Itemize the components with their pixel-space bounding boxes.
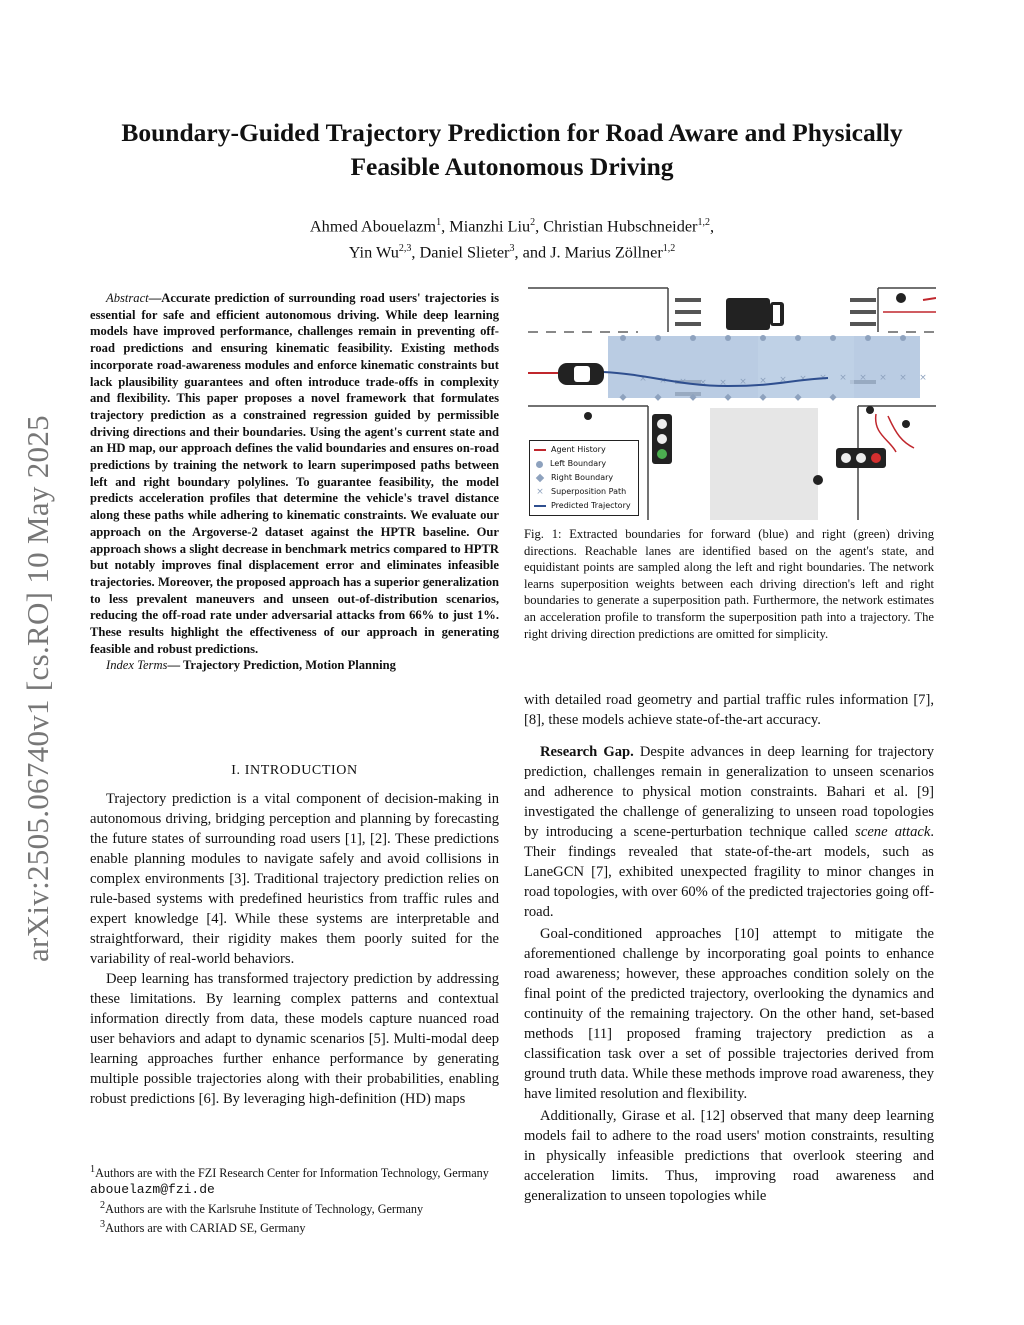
- paragraph-lead: Research Gap.: [540, 744, 634, 760]
- paragraph-text: Despite advances in deep learning for trajectory prediction, challenges remain in generalization to unseen scenarios and adherence to physical motion constraints. Bahari et al. [9] investigated the challenge of generalizing to unseen road topologies by introducing a scene-perturbation technique called: [524, 744, 934, 840]
- svg-text:×: ×: [679, 377, 687, 387]
- affiliation-mark: 1: [436, 217, 442, 228]
- figure-caption: Fig. 1: Extracted boundaries for forward (blue) and right (green) driving directions. Reachable lanes are identified based on the agent's state, and equidistant points are sampled along the left and right boundaries. The network learns superposition weights between each driving direction's left and right boundaries to generate a superposition path. Furthermore, the network estimates an acceleration profile to transform the superposition path into a trajectory. The right driving direction predictions are omitted for simplicity.: [524, 527, 934, 641]
- emphasis: scene attack: [855, 824, 931, 840]
- paragraph: Additionally, Girase et al. [12] observed that many deep learning models fail to adhere to the road users' motion constraints, resulting in physically infeasible predictions that overlook steering and acceleration limits. Thus, improving road awareness and generalization to unseen topologies while: [524, 1108, 934, 1204]
- author: J. Marius Zöllner: [550, 242, 663, 262]
- author-list: Ahmed Abouelazm$^1$, Mianzhi Liu$^2$, Christian Hubschneider$^{1,2}$, Yin Wu$^{2,3}$, Daniel Slieter$^3$, and J. Marius Zöllner$^{1,2}$: [309, 216, 715, 262]
- legend-label: Superposition Path: [551, 487, 627, 496]
- email-link[interactable]: abouelazm@fzi.de: [90, 1182, 215, 1198]
- footnote: Authors are with the FZI Research Center for Information Technology, Germany: [95, 1166, 489, 1181]
- paper-title: [80, 116, 944, 184]
- svg-text:×: ×: [759, 376, 767, 386]
- paragraph: Goal-conditioned approaches [10] attempt to mitigate the aforementioned challenge by incorporating goal points to enhance road awareness; however, these approaches condition solely on the final point of the predicted trajectory, overlooking the dynamics and continuity of the remaining trajectory. On the other hand, set-based methods [11] proposed framing trajectory prediction as a classification task over a set of possible trajectories derived from ground truth data. While these methods improve road awareness, they have limited resolution and flexibility.: [524, 926, 934, 1102]
- index-terms-label: Index Terms: [106, 658, 168, 673]
- affiliation-mark: 3: [509, 243, 515, 255]
- traffic-light-icon: [652, 414, 672, 464]
- footnotes: [90, 1162, 499, 1236]
- affiliation-mark: 2: [530, 217, 536, 228]
- affiliation-mark: 1,2: [662, 243, 676, 255]
- abstract-label: Abstract: [106, 291, 149, 305]
- affiliation-mark: 2,3: [398, 243, 412, 255]
- predicted-trajectory-swatch: [534, 505, 546, 507]
- paragraph: with detailed road geometry and partial traffic rules information [7], [8], these models achieve state-of-the-art accuracy.: [524, 692, 934, 728]
- pedestrian-icon: [584, 412, 592, 420]
- author: Ahmed Abouelazm: [309, 216, 437, 236]
- legend-label: Agent History: [551, 445, 606, 454]
- right-column: [524, 690, 934, 1206]
- footnote: Authors are with CARIAD SE, Germany: [105, 1221, 306, 1236]
- agent-history-swatch: [534, 449, 546, 451]
- right-boundary-swatch: [536, 474, 544, 482]
- author: Christian Hubschneider: [543, 216, 698, 236]
- svg-text:×: ×: [899, 373, 907, 383]
- svg-text:×: ×: [839, 373, 847, 383]
- arxiv-id: arXiv:2505.06740v1 [cs.RO] 10 May 2025: [20, 415, 55, 962]
- footnote-mark: 3: [100, 1219, 106, 1231]
- author: Mianzhi Liu: [449, 216, 531, 236]
- author: Daniel Slieter: [419, 242, 510, 262]
- legend-label: Left Boundary: [550, 459, 607, 468]
- svg-text:×: ×: [719, 378, 727, 388]
- svg-text:×: ×: [699, 378, 707, 388]
- pedestrian-icon: [866, 406, 874, 414]
- svg-text:×: ×: [659, 376, 667, 386]
- legend-label: Right Boundary: [551, 473, 614, 482]
- cyclist-icon: [813, 475, 823, 485]
- superposition-swatch: ×: [536, 487, 544, 497]
- paragraph-text: . Their findings revealed that state-of-the-art models, such as LaneGCN [7], exhibited unexpected fragility to minor changes in road topologies, with over 60% of the predicted trajectories going off-road.: [524, 824, 935, 920]
- title-line-1: Boundary-Guided Trajectory Prediction for Road Aware and Physically: [121, 118, 903, 147]
- svg-text:×: ×: [799, 374, 807, 384]
- pedestrian-icon: [902, 420, 910, 428]
- left-boundary-swatch: [536, 461, 543, 468]
- footnote-mark: 2: [100, 1200, 106, 1212]
- svg-text:×: ×: [859, 373, 867, 383]
- traffic-light-icon: [836, 448, 886, 468]
- index-terms: — Trajectory Prediction, Motion Planning: [167, 658, 396, 673]
- truck-icon: [726, 298, 784, 330]
- svg-text:×: ×: [879, 373, 887, 383]
- footnote-mark: 1: [90, 1164, 96, 1175]
- legend-label: Predicted Trajectory: [551, 501, 631, 510]
- abstract-text: —Accurate prediction of surrounding road users' trajectories is essential for safe and efficient autonomous driving. While deep learning models have improved performance, challenges remain in preventing off-road predictions and ensuring kinematic feasibility. Existing methods incorporate road-awareness modules and enforce kinematic constraints but lack plausibility guarantees and often introduce trade-offs in complexity and flexibility. This paper proposes a novel framework that formulates trajectory prediction as a constrained regression guided by permissible driving directions and their boundaries. Using the agent's current state and an HD map, our approach defines the valid boundaries and ensures on-road predictions by training the network to learn superimposed paths between left and right boundary polylines. To guarantee feasibility, the model predicts acceleration profiles that determine the vehicle's travel distance along these paths while adhering to kinematic constraints. We evaluate our approach on the Argoverse-2 dataset against the HPTR baseline. Our approach shows a slight decrease in benchmark metrics compared to HPTR but notably improves final displacement error and eliminates infeasible trajectories. Moreover, the proposed approach has a superior generalization to less prevalent maneuvers and unseen out-of-distribution scenarios, reducing the off-road rate under adversarial attacks from 66% to just 1%. These results highlight the effectiveness of our approach in generating feasible and robust predictions.: [90, 291, 499, 656]
- paragraph: Trajectory prediction is a vital component of decision-making in autonomous driving, bridging perception and planning by forecasting the future states of surrounding road users [1], [2]. These predictions enable planning modules to navigate safely and avoid collisions in complex environments [3]. Traditional trajectory prediction relies on rule-based systems with predefined heuristics from traffic rules and expert knowledge [4]. While these systems are interpretable and straightforward, their rigidity makes them poorly suited for the variability of real-world behaviors.: [90, 791, 499, 967]
- svg-text:×: ×: [739, 377, 747, 387]
- cyclist-icon: [896, 293, 906, 303]
- affiliation-mark: 1,2: [697, 217, 710, 228]
- left-column: [90, 761, 499, 1109]
- paragraph: Deep learning has transformed trajectory prediction by addressing these limitations. By learning complex patterns and contextual information directly from data, these models capture nuanced road user behaviors and adapt to dynamic scenarios [5]. Multi-modal deep learning approaches further enhance performance by generating multiple possible trajectories along with their probabilities, enabling robust predictions [6]. By leveraging high-definition (HD) maps: [90, 971, 499, 1107]
- title-line-2: Feasible Autonomous Driving: [350, 152, 674, 181]
- figure-legend: [529, 440, 639, 516]
- svg-text:×: ×: [819, 373, 827, 383]
- svg-text:×: ×: [919, 373, 927, 383]
- footnote: Authors are with the Karlsruhe Institute of Technology, Germany: [105, 1202, 424, 1217]
- paragraph: [524, 742, 934, 922]
- svg-text:×: ×: [779, 375, 787, 385]
- arxiv-watermark: [14, 0, 62, 1325]
- agent-car-icon: [558, 363, 604, 385]
- author: Yin Wu: [348, 242, 399, 262]
- svg-text:×: ×: [639, 374, 647, 384]
- abstract: [90, 290, 499, 674]
- section-heading: I. INTRODUCTION: [231, 763, 358, 778]
